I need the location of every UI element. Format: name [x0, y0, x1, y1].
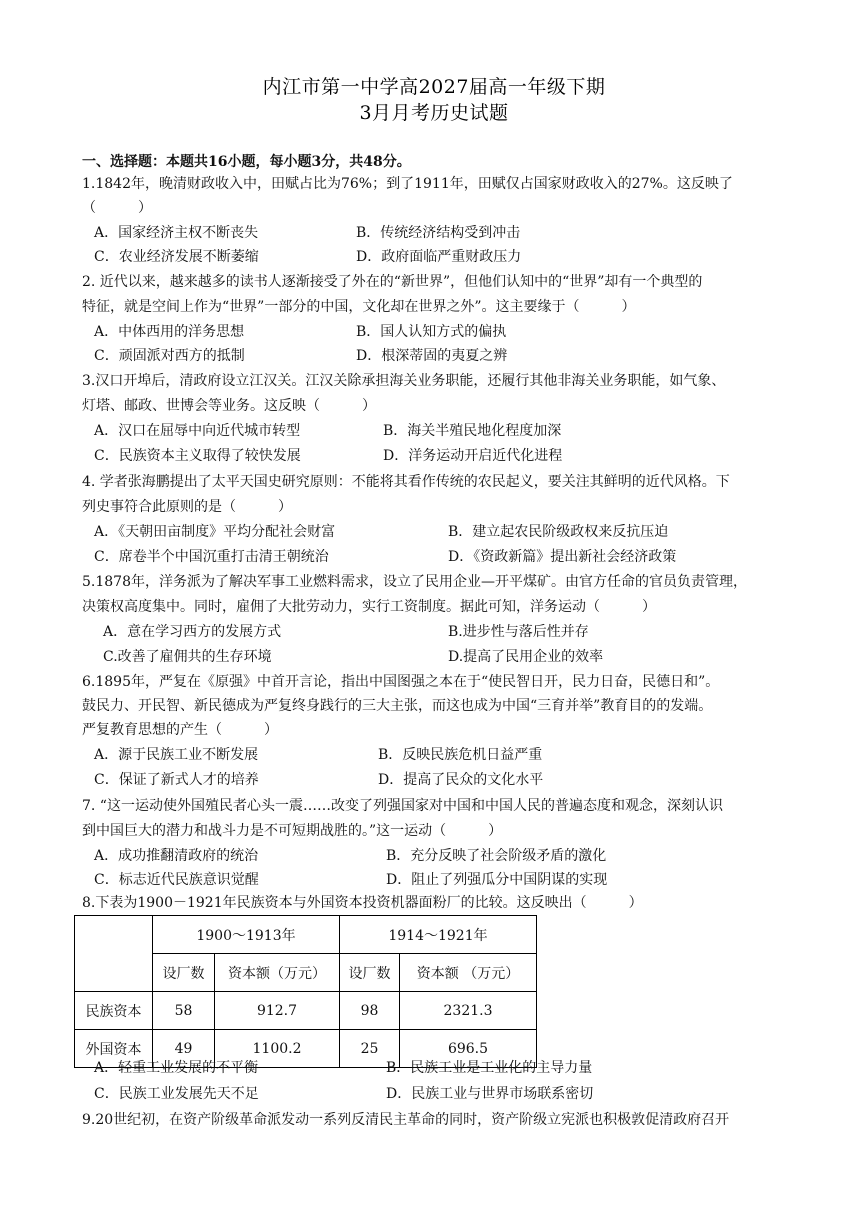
q1-option-a: A．国家经济主权不断丧失 [94, 225, 259, 241]
table-period1: 1900～1913年 [153, 916, 340, 954]
table-cell: 912.7 [215, 992, 340, 1030]
table-sub4: 资本额 （万元） [400, 954, 537, 992]
section-heading: 一、选择题：本题共16小题，每小题3分，共48分。 [82, 154, 411, 170]
q4-option-c: C．席卷半个中国沉重打击清王朝统治 [94, 549, 329, 565]
q8-option-c: C．民族工业发展先天不足 [94, 1086, 259, 1102]
q5-stem-line2: 决策权高度集中。同时，雇佣了大批劳动力，实行工资制度。据此可知，洋务运动（ ） [82, 599, 656, 615]
table-row [75, 992, 537, 1030]
q3-option-c: C．民族资本主义取得了较快发展 [94, 448, 301, 464]
q4-stem-line1: 4. 学者张海鹏提出了太平天国史研究原则：不能将其看作传统的农民起义，要关注其鲜明的近代风格。下 [82, 474, 730, 490]
q3-option-a: A．汉口在屈辱中向近代城市转型 [94, 423, 301, 439]
table-period2: 1914～1921年 [340, 916, 537, 954]
q5-option-a: A．意在学习西方的发展方式 [103, 624, 282, 640]
q7-option-d: D．阻止了列强瓜分中国阴谋的实现 [386, 872, 608, 888]
table-cell: 2321.3 [400, 992, 537, 1030]
q3-stem-line1: 3.汉口开埠后，清政府设立江汉关。江汉关除承担海关业务职能，还履行其他非海关业务职能，如气象、 [82, 373, 726, 389]
table-row-label: 民族资本 [75, 992, 153, 1030]
q2-option-d: D．根深蒂固的夷夏之辨 [356, 348, 508, 364]
q4-option-a: A．《天朝田亩制度》平均分配社会财富 [94, 524, 336, 540]
q3-stem-line2: 灯塔、邮政、世博会等业务。这反映（ ） [82, 398, 376, 414]
q2-stem-line1: 2. 近代以来，越来越多的读书人逐渐接受了外在的“新世界”，但他们认知中的“世界”却有一个典型的 [82, 274, 703, 290]
q3-option-d: D．洋务运动开启近代化进程 [383, 448, 563, 464]
table-sub2: 资本额（万元） [215, 954, 340, 992]
exam-title-line1: 内江市第一中学高2027届高一年级下期 [262, 76, 606, 98]
q8-stem: 8.下表为1900－1921年民族资本与外国资本投资机器面粉厂的比较。这反映出（ ） [82, 895, 643, 911]
q2-option-a: A．中体西用的洋务思想 [94, 324, 245, 340]
q1-stem-line1: 1.1842年，晚清财政收入中，田赋占比为76%；到了1911年，田赋仅占国家财政收入的27%。这反映了 [82, 176, 733, 192]
q5-option-b: B.进步性与落后性并存 [448, 624, 589, 640]
q5-option-d: D.提高了民用企业的效率 [448, 649, 604, 665]
q6-stem-line3: 严复教育思想的产生（ ） [82, 722, 278, 738]
q6-option-c: C．保证了新式人才的培养 [94, 772, 259, 788]
q9-stem-line1: 9.20世纪初，在资产阶级革命派发动一系列反清民主革命的同时，资产阶级立宪派也积极敦促清政府召开 [82, 1112, 730, 1128]
q7-option-c: C．标志近代民族意识觉醒 [94, 872, 259, 888]
table-corner-cell [75, 916, 153, 992]
q1-option-b: B．传统经济结构受到冲击 [356, 225, 521, 241]
table-cell: 58 [153, 992, 215, 1030]
q6-stem-line2: 鼓民力、开民智、新民德成为严复终身践行的三大主张，而这也成为中国“三育并举”教育目的的发端。 [82, 698, 713, 714]
q5-option-c: C.改善了雇佣共的生存环境 [103, 649, 272, 665]
q6-stem-line1: 6.1895年，严复在《原强》中首开言论，指出中国图强之本在于“使民智日开，民力日奋，民德日和”。 [82, 674, 720, 690]
q1-stem-line2: （ ） [82, 200, 152, 216]
q2-option-b: B．国人认知方式的偏执 [356, 324, 507, 340]
q4-stem-line2: 列史事符合此原则的是（ ） [82, 499, 292, 515]
table-cell: 25 [340, 1030, 400, 1068]
q3-option-b: B．海关半殖民地化程度加深 [383, 423, 562, 439]
q6-option-d: D．提高了民众的文化水平 [378, 772, 544, 788]
table-header-row [75, 916, 537, 954]
table-row-label: 外国资本 [75, 1030, 153, 1068]
q2-stem-line2: 特征，就是空间上作为“世界”一部分的中国，文化却在世界之外”。这主要缘于（ ） [82, 299, 636, 315]
table-sub3: 设厂数 [340, 954, 400, 992]
q1-option-d: D．政府面临严重财政压力 [356, 249, 522, 265]
table-cell: 98 [340, 992, 400, 1030]
table-cell: 696.5 [400, 1030, 537, 1068]
q8-option-a: A．轻重工业发展的不平衡 [94, 1060, 259, 1076]
q5-stem-line1: 5.1878年，洋务派为了解决军事工业燃料需求，设立了民用企业—开平煤矿。由官方任命的官员负责管理， [82, 574, 747, 590]
q1-option-c: C．农业经济发展不断萎缩 [94, 249, 259, 265]
q7-stem-line2: 到中国巨大的潜力和战斗力是不可短期战胜的。”这一运动（ ） [82, 823, 503, 839]
q7-option-b: B．充分反映了社会阶级矛盾的激化 [386, 848, 607, 864]
table-cell: 1100.2 [215, 1030, 340, 1068]
table-cell: 49 [153, 1030, 215, 1068]
q4-option-d: D．《资政新篇》提出新社会经济政策 [448, 549, 677, 565]
exam-title-line2: 3月月考历史试题 [359, 102, 509, 124]
q7-option-a: A．成功推翻清政府的统治 [94, 848, 259, 864]
q2-option-c: C．顽固派对西方的抵制 [94, 348, 245, 364]
q4-option-b: B．建立起农民阶级政权来反抗压迫 [448, 524, 669, 540]
q7-stem-line1: 7. “这一运动使外国殖民者心头一震……改变了列强国家对中国和中国人民的普遍态度和观念，深刻认识 [82, 798, 723, 814]
q6-option-a: A．源于民族工业不断发展 [94, 747, 259, 763]
q6-option-b: B．反映民族危机日益严重 [378, 747, 543, 763]
q8-option-b: B．民族工业是工业化的主导力量 [386, 1060, 593, 1076]
table-sub1: 设厂数 [153, 954, 215, 992]
q8-option-d: D．民族工业与世界市场联系密切 [386, 1086, 594, 1102]
q8-data-table [74, 915, 537, 1068]
